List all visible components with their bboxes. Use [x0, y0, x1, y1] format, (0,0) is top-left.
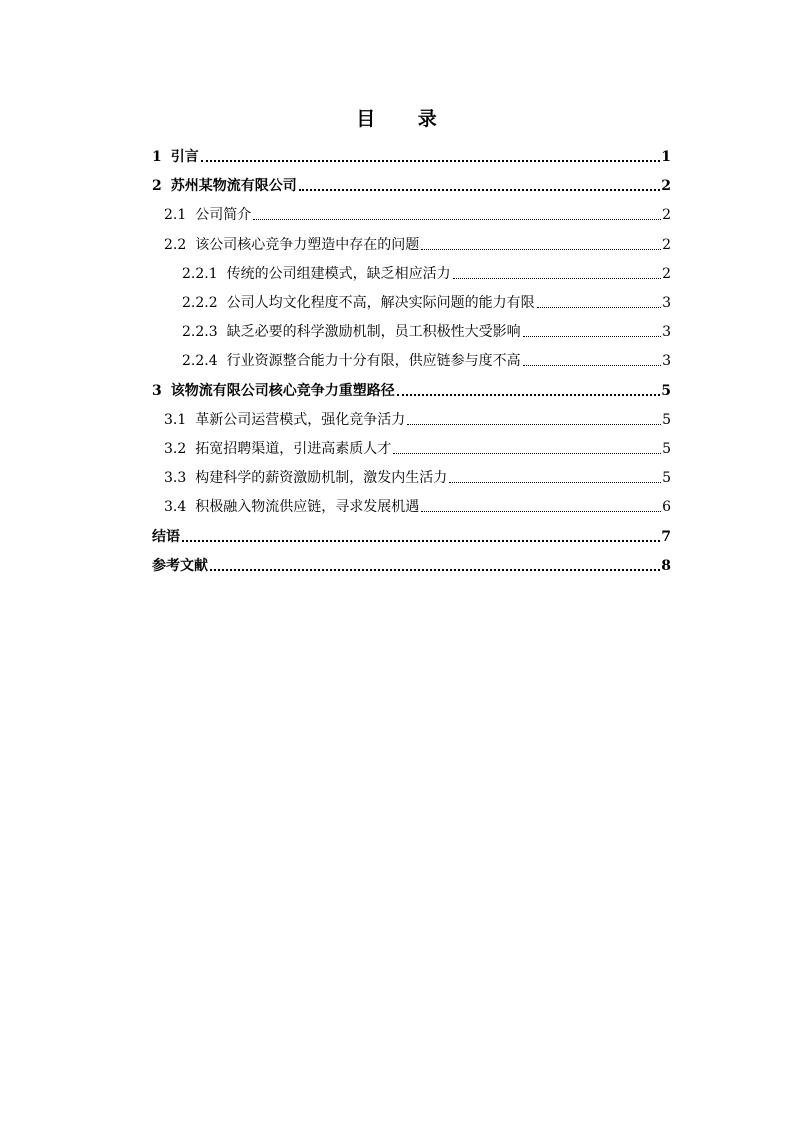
- toc-entry-page-number: 6: [662, 499, 671, 516]
- toc-entry[interactable]: [152, 430, 671, 458]
- toc-entry-number: 2.2.4: [182, 353, 218, 370]
- toc-leader-dots: [523, 365, 661, 366]
- toc-title: 目 录: [356, 108, 455, 130]
- toc-leader-dots: [453, 278, 661, 279]
- toc-entry-title: 行业资源整合能力十分有限，供应链参与度不高: [226, 353, 521, 370]
- toc-entry[interactable]: [152, 488, 671, 516]
- toc-entry-label: [182, 323, 521, 341]
- toc-entry-number: 2: [152, 178, 162, 195]
- toc-entry-label: [164, 411, 405, 429]
- toc-entry-title: 公司简介: [195, 207, 252, 224]
- toc-entry-number: 2.2.3: [182, 324, 218, 341]
- toc-entry-title: 传统的公司组建模式，缺乏相应活力: [226, 265, 451, 282]
- toc-entry-title: 结语: [152, 528, 180, 545]
- toc-entry[interactable]: [152, 167, 671, 195]
- toc-entry-page-number: 2: [662, 265, 671, 282]
- toc-entry[interactable]: [152, 196, 671, 224]
- toc-entry-page-number: 1: [661, 149, 671, 165]
- toc-leader-dots: [210, 569, 660, 571]
- toc-entry-title: 拓宽招聘渠道，引进高素质人才: [195, 441, 392, 457]
- toc-leader-dots: [449, 482, 661, 483]
- toc-entry-label: [182, 294, 535, 312]
- toc-entry-page-number: 3: [662, 353, 671, 370]
- toc-entry-page-number: 8: [661, 557, 671, 574]
- toc-entry-title: 积极融入物流供应链，寻求发展机遇: [195, 499, 420, 516]
- toc-entry-number: 3.3: [164, 470, 187, 487]
- toc-entry-title: 缺乏必要的科学激励机制，员工积极性大受影响: [226, 324, 521, 341]
- toc-entry[interactable]: [152, 255, 671, 283]
- toc-entry-number: 3.1: [164, 411, 187, 428]
- toc-leader-dots: [407, 424, 661, 425]
- toc-entry-number: 3.2: [164, 441, 187, 457]
- toc-entry-page-number: 2: [662, 207, 671, 224]
- toc-entry-label: [152, 557, 208, 575]
- toc-entry-page-number: 5: [662, 441, 671, 457]
- toc-leader-dots: [299, 189, 661, 191]
- toc-leader-dots: [523, 336, 661, 337]
- toc-entry-page-number: 2: [662, 236, 671, 253]
- toc-entry-title: 引言: [170, 149, 199, 165]
- toc-entry-title: 公司人均文化程度不高，解决实际问题的能力有限: [226, 295, 535, 311]
- toc-entry-number: 3: [152, 382, 162, 399]
- toc-entry-title: 该物流有限公司核心竞争力重塑路径: [170, 382, 395, 399]
- toc-entry-page-number: 3: [662, 295, 671, 311]
- toc-entry-label: [182, 265, 451, 283]
- toc-leader-dots: [393, 453, 661, 454]
- toc-entry[interactable]: [152, 401, 671, 429]
- toc-leader-dots: [182, 540, 660, 542]
- toc-entry[interactable]: [152, 342, 671, 370]
- toc-entry-number: 2.2.2: [182, 295, 218, 311]
- toc-leader-dots: [537, 307, 661, 308]
- toc-leader-dots: [421, 249, 661, 250]
- toc-entry-page-number: 3: [662, 324, 671, 341]
- toc-entry-label: [182, 352, 521, 370]
- toc-entry-label: [152, 382, 395, 400]
- toc-entry-page-number: 5: [662, 470, 671, 487]
- toc-entry-label: [164, 440, 391, 458]
- toc-leader-dots: [397, 394, 661, 396]
- toc-leader-dots: [201, 160, 661, 162]
- toc-entry-title: 该公司核心竞争力塑造中存在的问题: [195, 236, 420, 253]
- toc-entry-title: 苏州某物流有限公司: [170, 178, 297, 195]
- toc-leader-dots: [421, 511, 661, 512]
- toc-entry-label: [164, 498, 419, 516]
- toc-entry[interactable]: [152, 313, 671, 341]
- toc-entry-title: 参考文献: [152, 557, 208, 574]
- toc-entry-page-number: 5: [662, 411, 671, 428]
- toc-entry-label: [152, 177, 297, 195]
- toc-entry-page-number: 7: [661, 528, 671, 545]
- toc-entry[interactable]: [152, 138, 671, 166]
- toc-entry[interactable]: [152, 459, 671, 487]
- toc-entry-number: 1: [152, 149, 162, 165]
- toc-entry-title: 构建科学的薪资激励机制，激发内生活力: [195, 470, 448, 487]
- toc-entry-label: [164, 469, 447, 487]
- toc-entry-label: [164, 206, 251, 224]
- toc-entry-label: [152, 528, 180, 546]
- toc-entry[interactable]: [152, 372, 671, 400]
- toc-entry-number: 2.2: [164, 236, 187, 253]
- toc-entry[interactable]: [152, 284, 671, 312]
- toc-entry[interactable]: [152, 226, 671, 254]
- toc-entry-page-number: 5: [661, 382, 671, 399]
- toc-entry-number: 3.4: [164, 499, 187, 516]
- toc-entry[interactable]: [152, 518, 671, 546]
- toc-entry-number: 2.2.1: [182, 265, 218, 282]
- toc-entry[interactable]: [152, 547, 671, 575]
- toc-entry-label: [152, 148, 199, 166]
- toc-leader-dots: [253, 219, 661, 220]
- toc-entry-page-number: 2: [661, 178, 671, 195]
- toc-entry-number: 2.1: [164, 207, 187, 224]
- toc-entry-label: [164, 236, 419, 254]
- toc-entry-title: 革新公司运营模式，强化竞争活力: [195, 411, 406, 428]
